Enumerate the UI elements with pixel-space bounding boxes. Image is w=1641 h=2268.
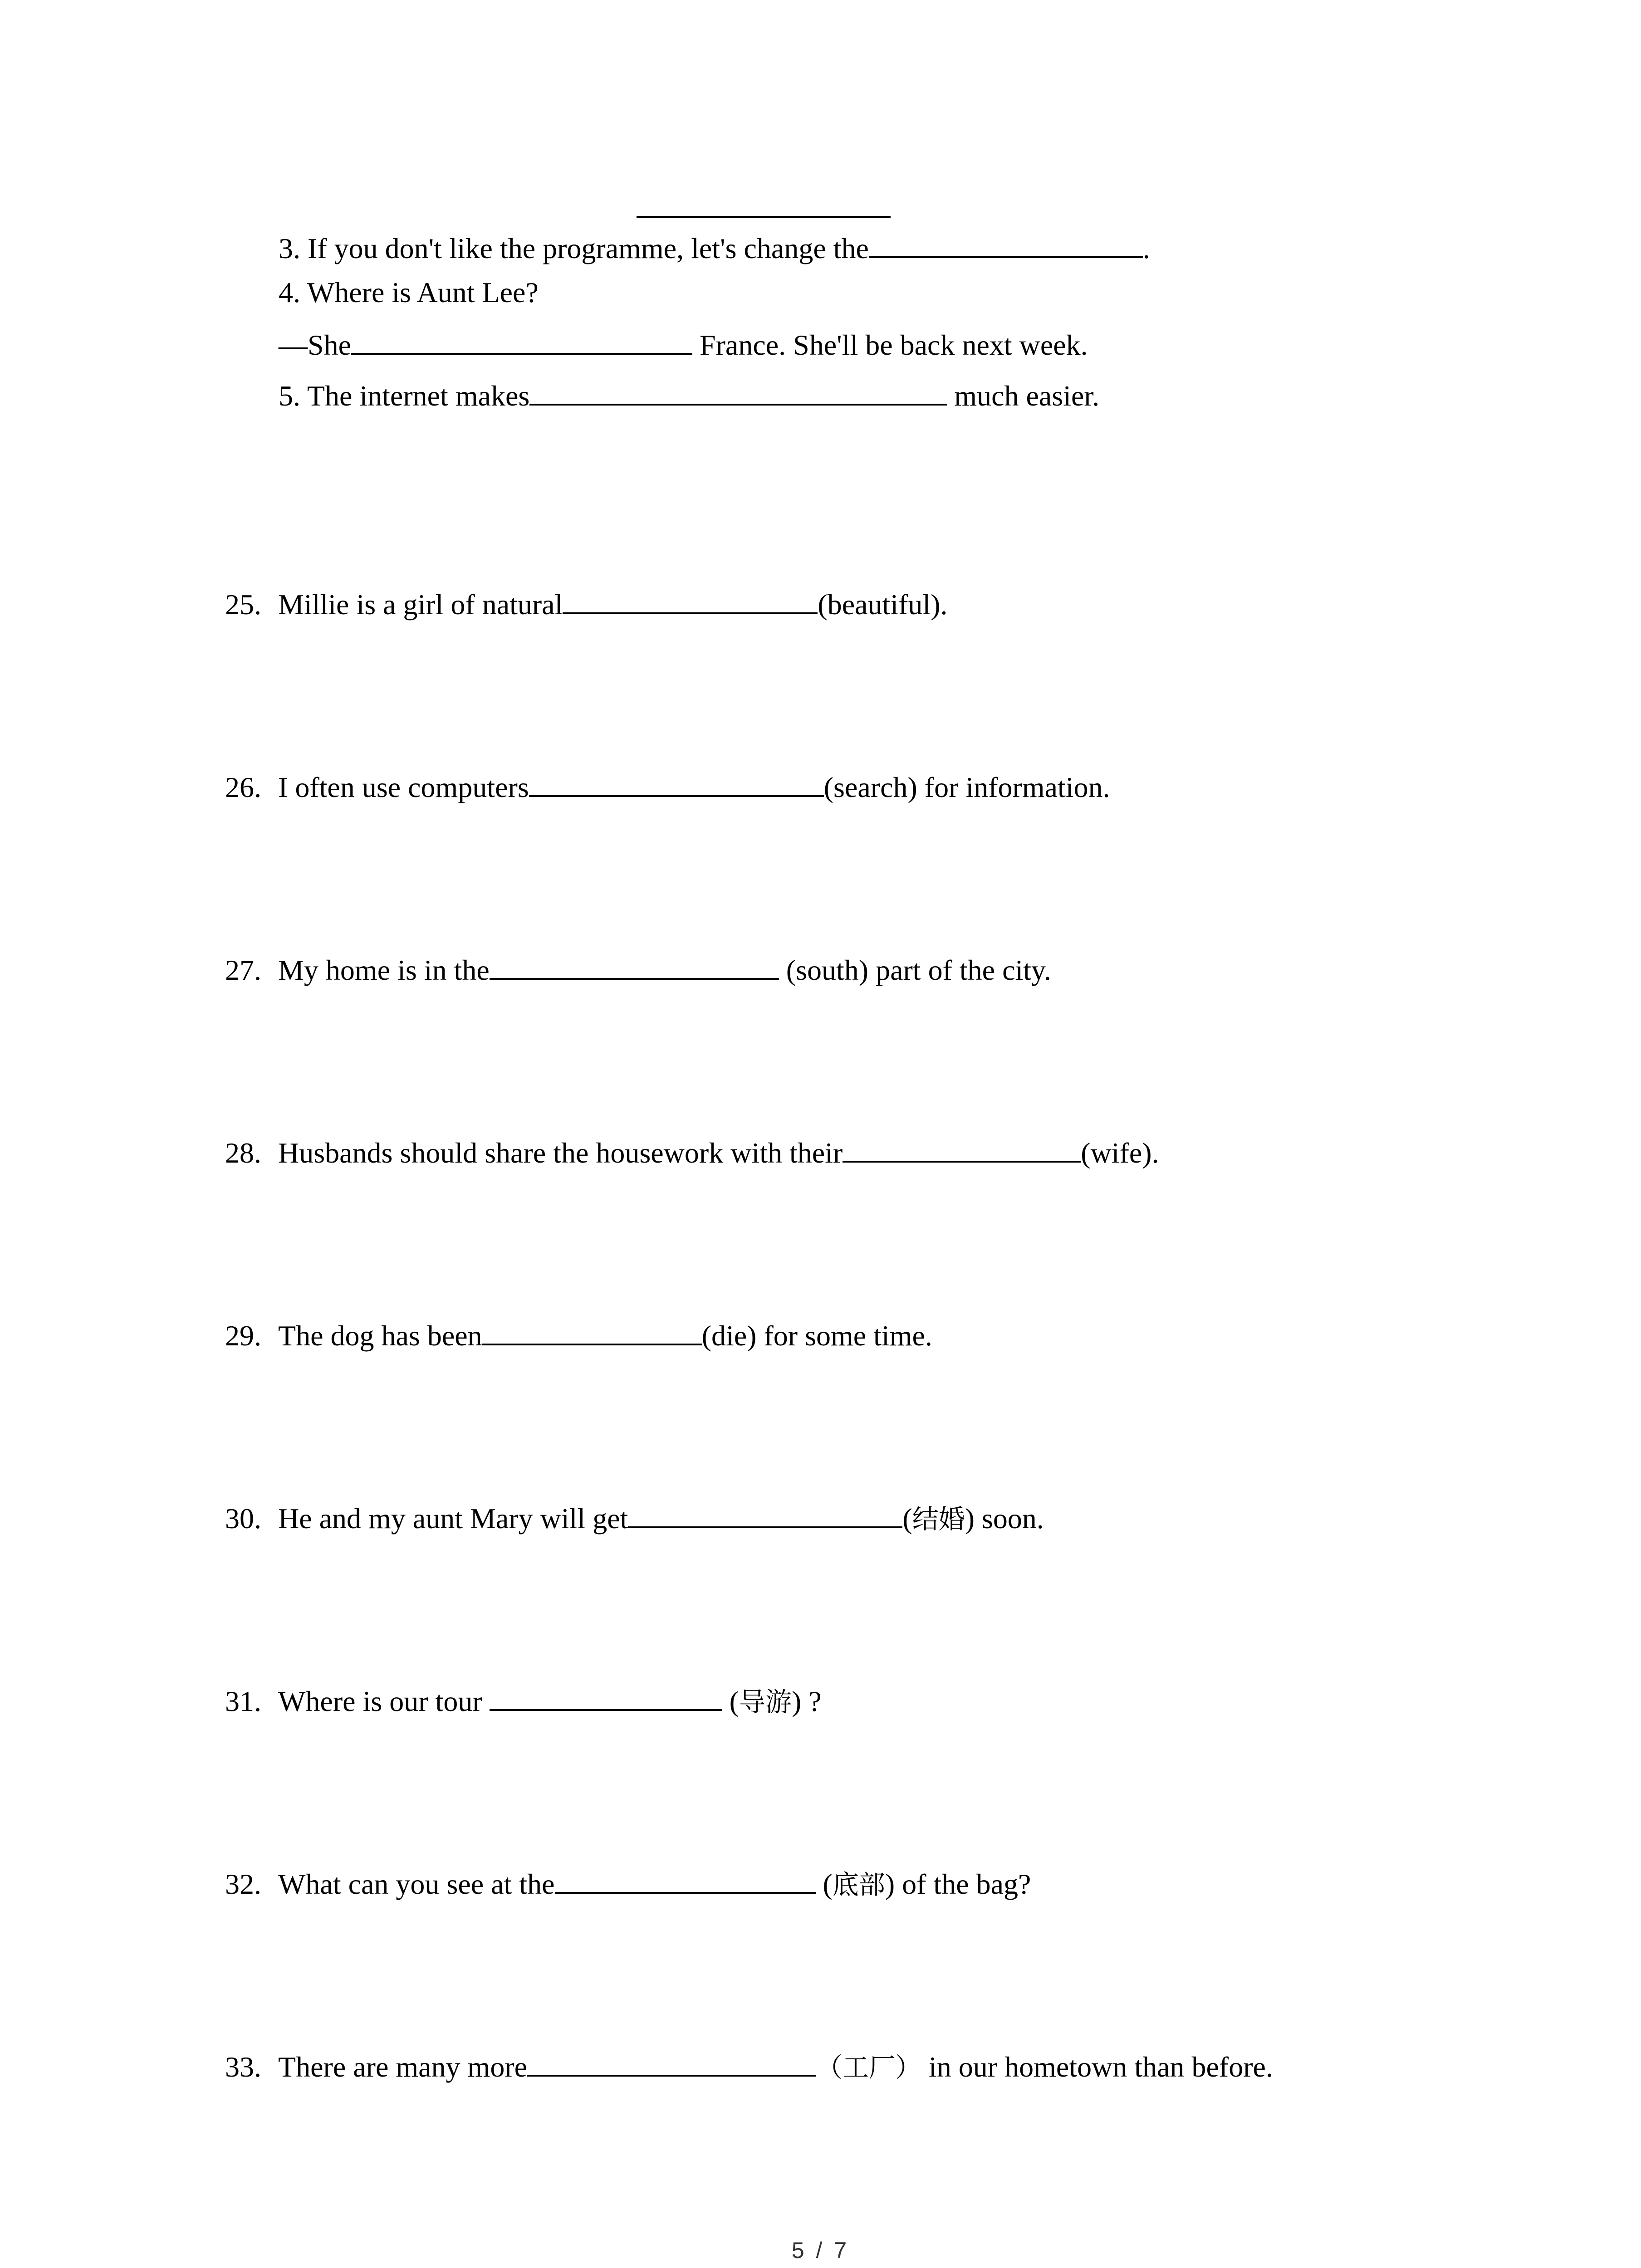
question-hint-open: ( — [902, 1502, 912, 1535]
question-hint: (south) part of the city. — [779, 954, 1051, 986]
question-hint: (search) for information. — [823, 771, 1110, 803]
answer-blank[interactable] — [628, 1499, 902, 1528]
answer-blank[interactable] — [490, 951, 779, 980]
page-number: 5 / 7 — [791, 2238, 850, 2263]
question-hint-open: ( — [815, 1868, 833, 1900]
item-3 — [279, 229, 1150, 267]
question-28 — [225, 1134, 1159, 1171]
question-hint: (die) for some time. — [701, 1320, 932, 1352]
item-5-text: 5. The internet makes — [279, 380, 530, 412]
answer-blank[interactable] — [490, 1682, 722, 1711]
question-number: 31. — [225, 1685, 261, 1717]
answer-blank[interactable] — [555, 1865, 816, 1894]
question-25 — [225, 585, 948, 623]
question-hint-close: ) of the bag? — [885, 1868, 1031, 1900]
item-5-end: much easier. — [947, 380, 1100, 412]
question-hint-close: in our hometown than before. — [921, 2051, 1273, 2083]
question-text: He and my aunt Mary will get — [278, 1502, 628, 1535]
question-27 — [225, 951, 1051, 988]
item-3-text: 3. If you don't like the programme, let's change the — [279, 232, 869, 264]
item-4-answer-start: —She — [279, 329, 351, 361]
question-text: My home is in the — [278, 954, 490, 986]
answer-blank[interactable] — [482, 1316, 702, 1345]
question-31 — [225, 1682, 822, 1720]
question-text: Husbands should share the housework with their — [278, 1137, 843, 1169]
item-3-end: . — [1142, 232, 1150, 264]
question-30 — [225, 1499, 1044, 1537]
question-hint-close: ) ? — [791, 1685, 822, 1717]
question-hint-close: ) soon. — [965, 1502, 1044, 1535]
question-hint-chinese: 导游 — [739, 1686, 792, 1717]
question-hint: (beautiful). — [818, 588, 948, 621]
item-4-answer — [279, 326, 1088, 363]
answer-blank[interactable] — [529, 768, 824, 797]
question-hint-chinese: 结婚 — [912, 1504, 965, 1535]
question-text: What can you see at the — [278, 1868, 555, 1900]
item-4-question — [279, 274, 539, 311]
answer-blank[interactable] — [351, 326, 692, 355]
question-hint: (wife). — [1081, 1137, 1159, 1169]
question-number: 29. — [225, 1320, 261, 1352]
item-4-answer-end: France. She'll be back next week. — [692, 329, 1088, 361]
question-32 — [225, 1865, 1031, 1903]
question-number: 33. — [225, 2051, 261, 2083]
question-number: 25. — [225, 588, 261, 621]
item-4-text: 4. Where is Aunt Lee? — [279, 276, 539, 308]
answer-blank[interactable] — [529, 376, 947, 406]
answer-blank[interactable] — [843, 1134, 1081, 1163]
question-text: There are many more — [278, 2051, 528, 2083]
answer-blank[interactable] — [563, 585, 818, 614]
question-number: 32. — [225, 1868, 261, 1900]
question-text: Where is our tour — [278, 1685, 490, 1717]
question-hint-open: ( — [722, 1685, 739, 1717]
question-hint-chinese: （工厂） — [816, 2052, 922, 2083]
question-number: 27. — [225, 954, 261, 986]
question-number: 30. — [225, 1502, 261, 1535]
question-33 — [225, 2048, 1273, 2086]
question-number: 28. — [225, 1137, 261, 1169]
answer-blank-line — [637, 216, 891, 218]
item-5 — [279, 376, 1099, 414]
question-29 — [225, 1316, 932, 1354]
question-text: I often use computers — [278, 771, 529, 803]
question-26 — [225, 768, 1110, 806]
question-number: 26. — [225, 771, 261, 803]
question-hint-chinese: 底部 — [832, 1869, 885, 1900]
question-text: The dog has been — [278, 1320, 482, 1352]
question-text: Millie is a girl of natural — [278, 588, 563, 621]
answer-blank[interactable] — [869, 229, 1143, 258]
answer-blank[interactable] — [527, 2048, 816, 2077]
